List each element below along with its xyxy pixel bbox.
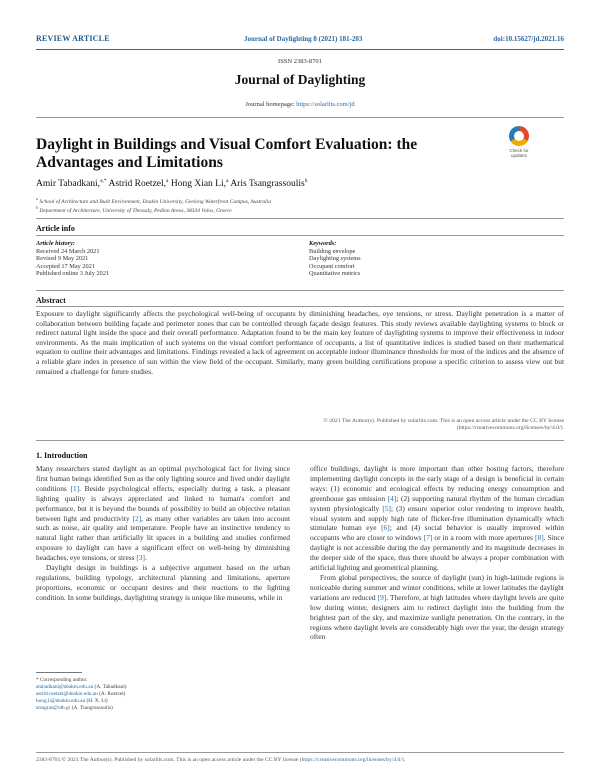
article-history <box>36 240 109 278</box>
keyword-item: Building envelope <box>309 247 356 255</box>
paragraph: Daylight design in buildings is a subjective argument based on the urban regulations, building typology, architectural planning and limitations, aperture proportions, economic or occupant desires and their reactions to the lighting condition. In some buildings, daylighting strategy is unique like museums, while in <box>36 563 290 602</box>
citation-link[interactable]: [6] <box>381 523 390 533</box>
info-bottom-rule <box>36 290 564 291</box>
running-header <box>36 34 564 46</box>
affiliation <box>36 205 232 214</box>
homepage-label: Journal homepage: <box>245 101 295 108</box>
footer-rule <box>36 752 564 753</box>
footnote-email-row: atsagras@uth.gr (A. Tsangrassoulis) <box>36 704 113 711</box>
history-item: Revised 9 May 2021 <box>36 255 89 263</box>
citation-link[interactable]: [8] <box>535 533 544 543</box>
journal-reference[interactable]: Journal of Daylighting 8 (2021) 181-203 <box>244 35 363 43</box>
email-link[interactable]: atabadkani@deakin.edu.au <box>36 683 94 690</box>
footer-text: 2383-8701/© 2021 The Author(s). Published by solarlits.com. This is an open access article under the CC BY license ( <box>36 757 302 763</box>
page-footer: 2383-8701/© 2021 The Author(s). Published by solarlits.com. This is an open access article under the CC BY license (https://creativecommons.org/licenses/by/4.0/). <box>36 757 406 763</box>
body-column-right <box>310 464 564 642</box>
citation-link[interactable]: [9] <box>377 592 387 602</box>
history-item: Accepted 17 May 2021 <box>36 262 95 270</box>
abstract-rule <box>36 306 564 307</box>
author-name: Aris Tsangrassoulis <box>230 179 305 190</box>
footer-license-link[interactable]: https://creativecommons.org/licenses/by/4.0/ <box>301 757 402 763</box>
email-link[interactable]: hong.li@deakin.edu.au <box>36 697 86 704</box>
author-sup: a <box>166 178 169 184</box>
author-name: Hong Xian Li, <box>170 179 226 190</box>
abstract-bottom-rule <box>36 440 564 441</box>
paragraph: From global perspectives, the source of daylight (sun) in high-latitude regions is noticeable during summer and winter conditions, while at lower latitudes the daylight variations are reduced [9]. Therefore, at high latitudes where daylight levels are quite low during winter, designers aim to redirect daylight into the building from the brightest part of the sky, and maximize sunlight penetration. On the contrary, in the regions where daylight levels are considerably high over the year, the design strategy often <box>310 572 564 642</box>
email-link[interactable]: astrid.roetzel@deakin.edu.au <box>36 690 98 697</box>
article-info-rule <box>36 235 564 236</box>
history-item: Published online 3 July 2021 <box>36 270 110 278</box>
author-list <box>36 178 307 189</box>
citation-link[interactable]: [4] <box>387 493 397 503</box>
license-notice <box>234 418 564 433</box>
doi-link[interactable]: doi:10.15627/jd.2021.16 <box>493 35 564 43</box>
citation-link[interactable]: [2] <box>132 513 142 523</box>
introduction-heading: 1. Introduction <box>36 451 88 460</box>
author-sup: a,* <box>100 178 107 184</box>
footnote-email-row: atabadkani@deakin.edu.au (A. Tabadkani) <box>36 683 127 690</box>
journal-homepage <box>0 101 600 108</box>
masthead-rule <box>36 117 564 118</box>
email-link[interactable]: atsagras@uth.gr <box>36 704 71 711</box>
keyword-item: Quantitative metrics <box>309 270 361 278</box>
license-line: © 2021 The Author(s). Published by solarlits.com. This is an open access article under the CC BY license <box>323 418 564 424</box>
keywords-heading: Keywords: <box>309 240 337 247</box>
affiliation-sup: b <box>36 205 38 210</box>
citation-link[interactable]: [5] <box>382 503 391 513</box>
keywords <box>309 240 361 278</box>
homepage-link[interactable]: https://solarlits.com/jd <box>296 101 355 108</box>
footnote-rule <box>36 672 82 673</box>
affiliation-rule <box>36 218 564 219</box>
keyword-item: Daylighting systems <box>309 255 361 263</box>
crossmark-icon <box>509 126 529 146</box>
affiliation-text: Department of Architecture, University of Thessaly, Pedion Areos, 38334 Volos, Greece <box>39 207 232 214</box>
check-for-updates-badge[interactable] <box>504 126 534 158</box>
history-heading: Article history: <box>36 240 76 247</box>
affiliation-text: School of Architecture and Built Environment, Deakin University, Geelong Waterfront Campus, Australia <box>39 198 271 205</box>
paragraph: Many researchers stated daylight as an optimal psychological fact for living since first human beings identified Sun as the only lighting source and lived under daylight conditions [1]. Beside psychological effects, especially during a task, a pleasant lighting quality is always appreciated and linked to human's comfort and performance, but it is beyond the bounds of possibility to build an objective relation between light and productivity [2], as many other variables are taken into account such as noise, air quality and temperature. People have an instinctive tendency to natural light rather than artificially lit spaces in a building and studies confirmed exposure to daylight can have a significant effect on well-being by diminishing headaches, eye tensions, or stress [3]. <box>36 464 290 563</box>
author-name: Astrid Roetzel, <box>108 179 167 190</box>
issn: ISSN 2383-8701 <box>278 58 322 65</box>
citation-link[interactable]: [1] <box>70 483 80 493</box>
footnote-label: * Corresponding author. <box>36 677 88 683</box>
footnote-email-row: astrid.roetzel@deakin.edu.au (A. Roetzel) <box>36 690 126 697</box>
citation-link[interactable]: [7] <box>423 533 433 543</box>
journal-name: Journal of Daylighting <box>234 72 366 87</box>
license-link[interactable]: (https://creativecommons.org/licenses/by/4.0/). <box>456 425 564 432</box>
body-column-left <box>36 464 290 603</box>
badge-line-1: Check for <box>509 148 529 153</box>
abstract-text: Exposure to daylight significantly affects the psychological well-being of occupants by diminishing headaches, eye tensions, or stress. Daylight penetration is a matter of collaboration between building façade and perimeter zones that can be controlled through façade design features. This study reviews available daylighting systems to block or redirect natural light inside the space and their overall performance. Adaptation found to be the main key feature of daylighting systems to improve their effectiveness in indoor environments. As the main implication of such systems on the visual comfort performance of occupants, a list of quantitative indices is studied based on their mathematical equation to outline their advantages and limitations. Findings revealed a lack of agreement on acceptable indoor illuminance thresholds for most of the indices and the absence of a reliable glare index in presence of sun within the view field of the occupant. Similarly, many green building certifications propose a specific criterion to assess view out but remained a challenge for future studies. <box>36 309 564 376</box>
citation-link[interactable]: [3] <box>136 553 145 563</box>
author-name: Amir Tabadkani, <box>36 179 101 190</box>
header-rule <box>36 49 564 50</box>
article-title: Daylight in Buildings and Visual Comfort Evaluation: the Advantages and Limitations <box>36 136 418 171</box>
footnote-email-row: hong.li@deakin.edu.au (H. X. Li) <box>36 697 108 704</box>
corresponding-author-footnote <box>36 677 126 712</box>
badge-line-2: updates <box>510 153 527 158</box>
affiliation-sup: a <box>36 196 38 201</box>
paragraph: office buildings, daylight is more important than other hosting factors, therefore implementing daylight concepts in the early stage of a design is beneficial in certain ways: (1) economic and ecological effects by reducing energy consumption and greenhouse gas emission [4]; (2) supporting natural rhythm of the human circadian system physiologically [5]; (3) ensure superior color rendering to improve health, visual system and supply high rate of flicker-free illumination dynamically which stimulate human eye [6]; and (4) social behavior is usually improved within occupants who are closer to windows [7] or in a room with more apertures [8]. Since daylight is not accessible during the day permanently and its magnitude decreases in the deeper side of the space, thus there should be always a proper combination with artificial lighting and geometrical planning. <box>310 464 565 573</box>
history-item: Received 24 March 2021 <box>36 247 100 255</box>
affiliation <box>36 196 271 205</box>
author-sup: a <box>226 178 229 184</box>
keyword-item: Occupant comfort <box>309 262 355 270</box>
abstract-heading: Abstract <box>36 296 66 305</box>
article-type: REVIEW ARTICLE <box>36 34 110 43</box>
article-info-heading: Article info <box>36 224 75 233</box>
author-sup: b <box>304 178 308 184</box>
